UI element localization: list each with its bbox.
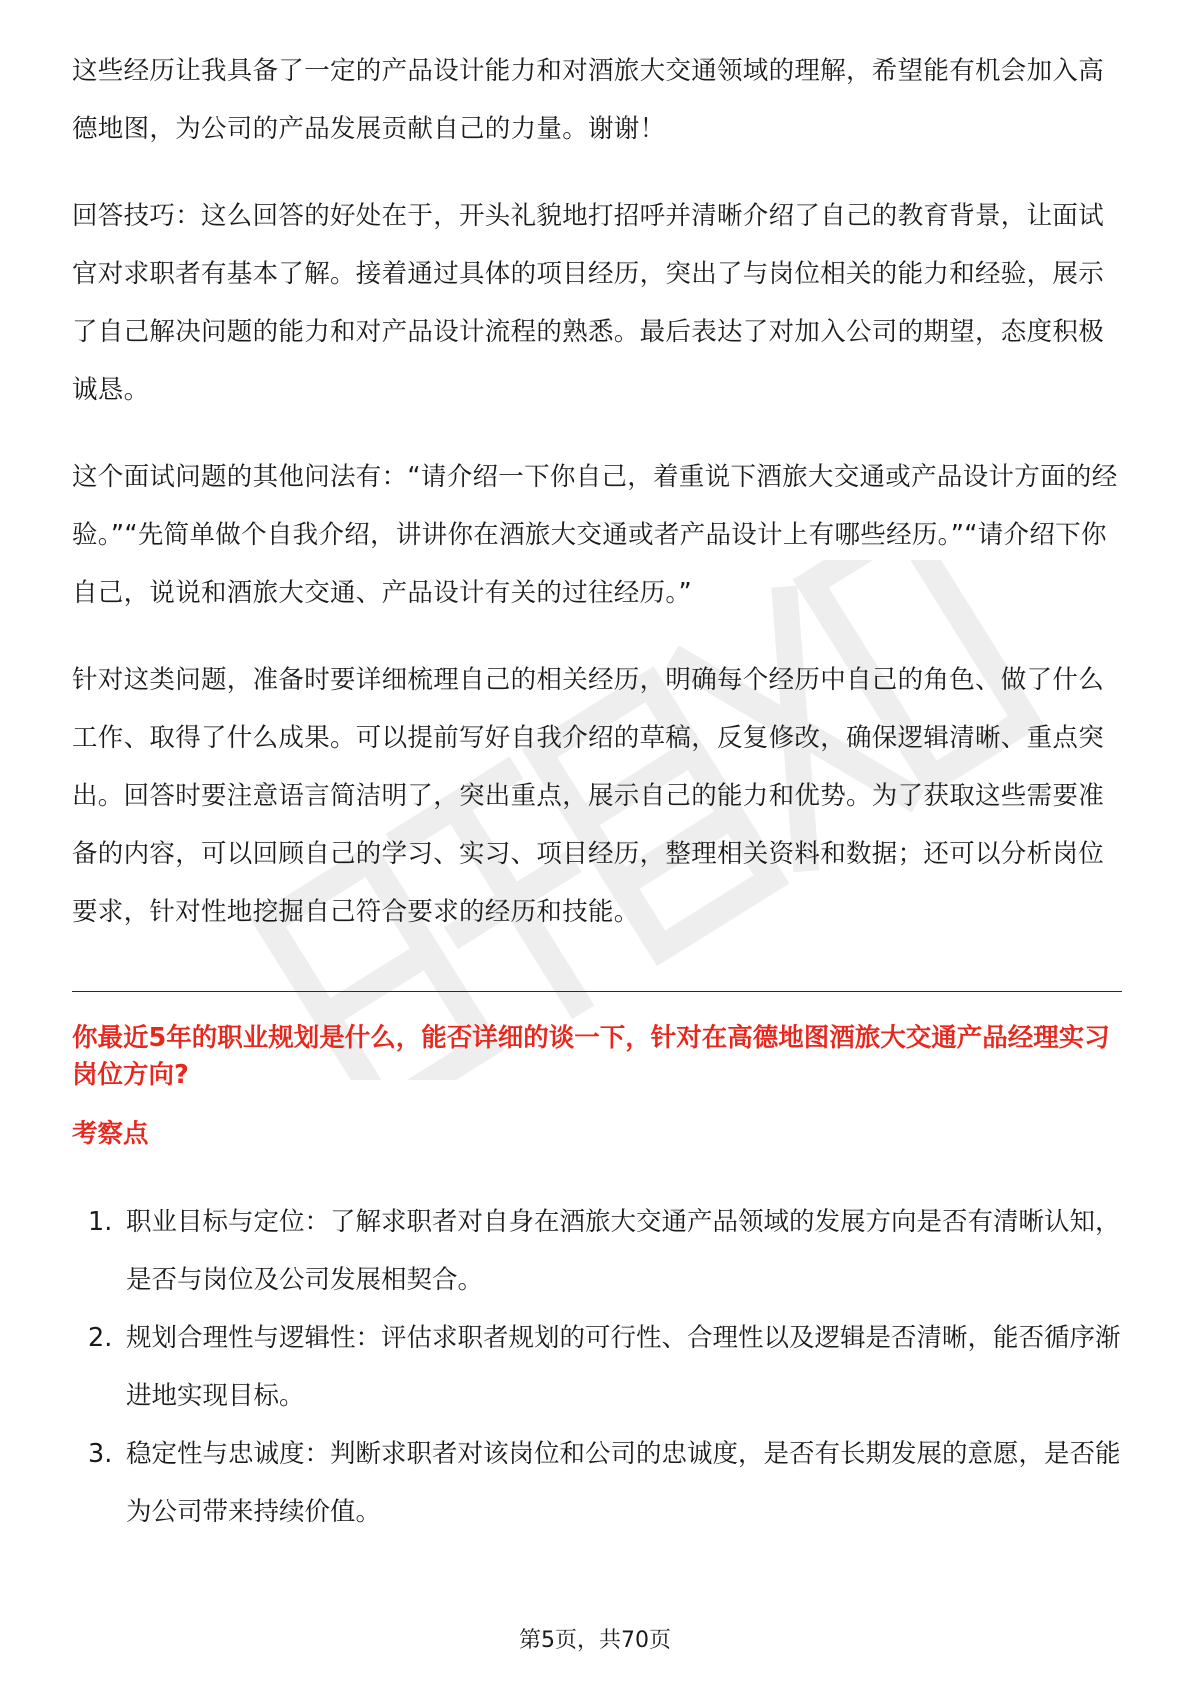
list-item (72, 1425, 1122, 1541)
section-divider (72, 991, 1122, 992)
paragraph-answer-tips: 回答技巧：这么回答的好处在于，开头礼貌地打招呼并清晰介绍了自己的教育背景，让面试官对求职者有基本了解。接着通过具体的项目经历，突出了与岗位相关的能力和经验，展示了自己解决问题的能力和对产品设计流程的熟悉。最后表达了对加入公司的期望，态度积极诚恳。 (72, 201, 1105, 405)
section-title: 考察点 (72, 1119, 149, 1149)
list-item-text: 职业目标与定位：了解求职者对自身在酒旅大交通产品领域的发展方向是否有清晰认知，是否与岗位及公司发展相契合。 (126, 1207, 1121, 1295)
list-item-number: 1. (88, 1207, 113, 1237)
list-item-number: 2. (88, 1323, 113, 1353)
paragraph-preparation-advice: 针对这类问题，准备时要详细梳理自己的相关经历，明确每个经历中自己的角色、做了什么工作、取得了什么成果。可以提前写好自我介绍的草稿，反复修改，确保逻辑清晰、重点突出。回答时要注意语言简洁明了，突出重点，展示自己的能力和优势。为了获取这些需要准备的内容，可以回顾自己的学习、实习、项目经历，整理相关资料和数据；还可以分析岗位要求，针对性地挖掘自己符合要求的经历和技能。 (72, 665, 1105, 927)
list-item (72, 1193, 1122, 1309)
paragraph-alternative-questions: 这个面试问题的其他问法有：“请介绍一下你自己，着重说下酒旅大交通或产品设计方面的经验。”“先简单做个自我介绍，讲讲你在酒旅大交通或者产品设计上有哪些经历。”“请介绍下你自己，说说和酒旅大交通、产品设计有关的过往经历。” (72, 462, 1118, 608)
page-number-footer: 第5页，共70页 (519, 1628, 671, 1653)
list-item (72, 1309, 1122, 1425)
list-item-text: 规划合理性与逻辑性：评估求职者规划的可行性、合理性以及逻辑是否清晰，能否循序渐进地实现目标。 (126, 1323, 1121, 1411)
assessment-points-list (72, 1193, 1122, 1541)
interview-question-heading: 你最近5年的职业规划是什么，能否详细的谈一下，针对在高德地图酒旅大交通产品经理实习岗位方向? (72, 1023, 1110, 1090)
document-page (72, 42, 1122, 1541)
list-item-number: 3. (88, 1439, 113, 1469)
paragraph-experience-summary: 这些经历让我具备了一定的产品设计能力和对酒旅大交通领域的理解，希望能有机会加入高德地图，为公司的产品发展贡献自己的力量。谢谢！ (72, 56, 1105, 144)
list-item-text: 稳定性与忠诚度：判断求职者对该岗位和公司的忠诚度，是否有长期发展的意愿，是否能为公司带来持续价值。 (126, 1439, 1121, 1527)
